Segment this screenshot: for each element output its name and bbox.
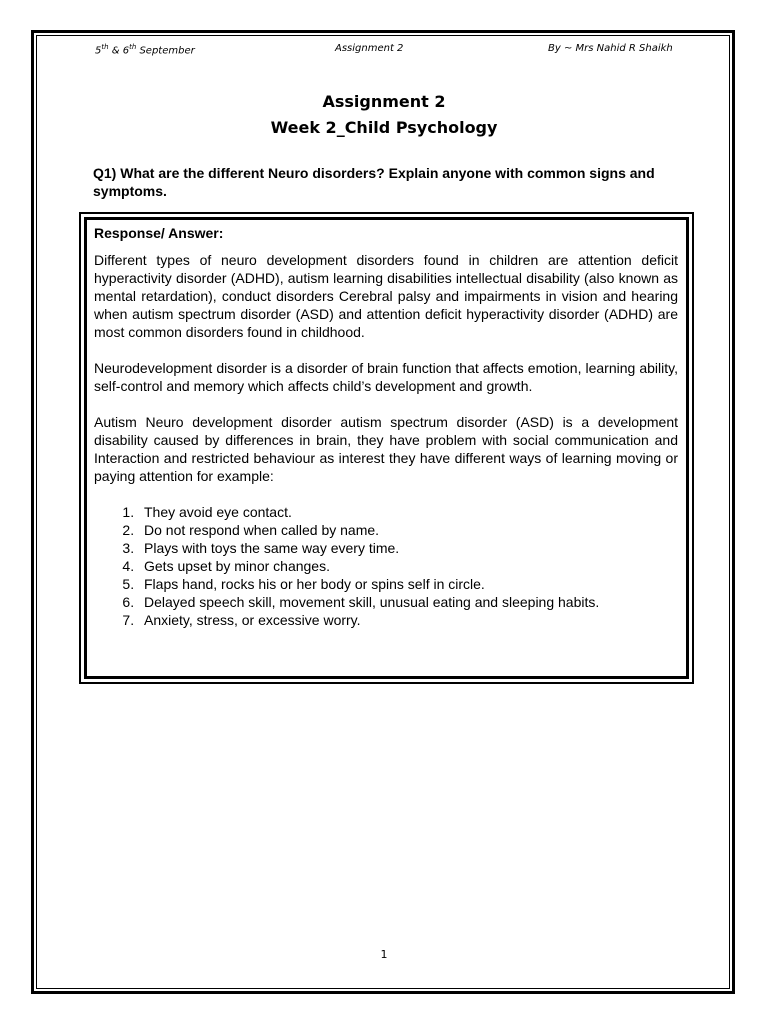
header-date: 5th & 6th September: [95, 43, 195, 57]
answer-paragraph: Different types of neuro development disorders found in children are attention deficit hyperactivity disorder (ADHD), autism learning disabilities intellectual disability (also known as mental retardation), conduct disorders Cerebral palsy and impairments in vision and hearing when autism spectrum disorder (ASD) and attention deficit hyperactivity disorder (ADHD) are most common disorders found in childhood.: [94, 252, 678, 340]
answer-paragraph: Autism Neuro development disorder autism spectrum disorder (ASD) is a development disability caused by differences in brain, they have problem with social communication and Interaction and restricted behaviour as interest they have different ways of learning moving or paying attention for example:: [94, 414, 678, 484]
list-item: 2. Do not respond when called by name.: [138, 521, 678, 539]
page-number: 1: [380, 948, 388, 961]
title-line-1: Assignment 2: [322, 92, 446, 111]
symptom-list: [94, 503, 678, 629]
list-item: 7. Anxiety, stress, or excessive worry.: [138, 611, 678, 629]
document-title: [0, 89, 768, 141]
header-assignment: Assignment 2: [335, 43, 404, 54]
answer-box: [94, 224, 678, 629]
answer-paragraph: Neurodevelopment disorder is a disorder of brain function that affects emotion, learning ability, self-control and memory which affects child’s development and growth.: [94, 360, 678, 394]
list-item: 6. Delayed speech skill, movement skill, unusual eating and sleeping habits.: [138, 593, 678, 611]
list-item: 5. Flaps hand, rocks his or her body or spins self in circle.: [138, 575, 678, 593]
answer-label: Response/ Answer:: [94, 225, 224, 241]
list-item: 4. Gets upset by minor changes.: [138, 557, 678, 575]
question-text: Q1) What are the different Neuro disorders? Explain anyone with common signs and symptoms.: [93, 165, 655, 199]
title-line-2: Week 2_Child Psychology: [270, 118, 498, 137]
list-item: 3. Plays with toys the same way every time.: [138, 539, 678, 557]
list-item: 1. They avoid eye contact.: [138, 503, 678, 521]
header-author: By ~ Mrs Nahid R Shaikh: [548, 43, 673, 54]
